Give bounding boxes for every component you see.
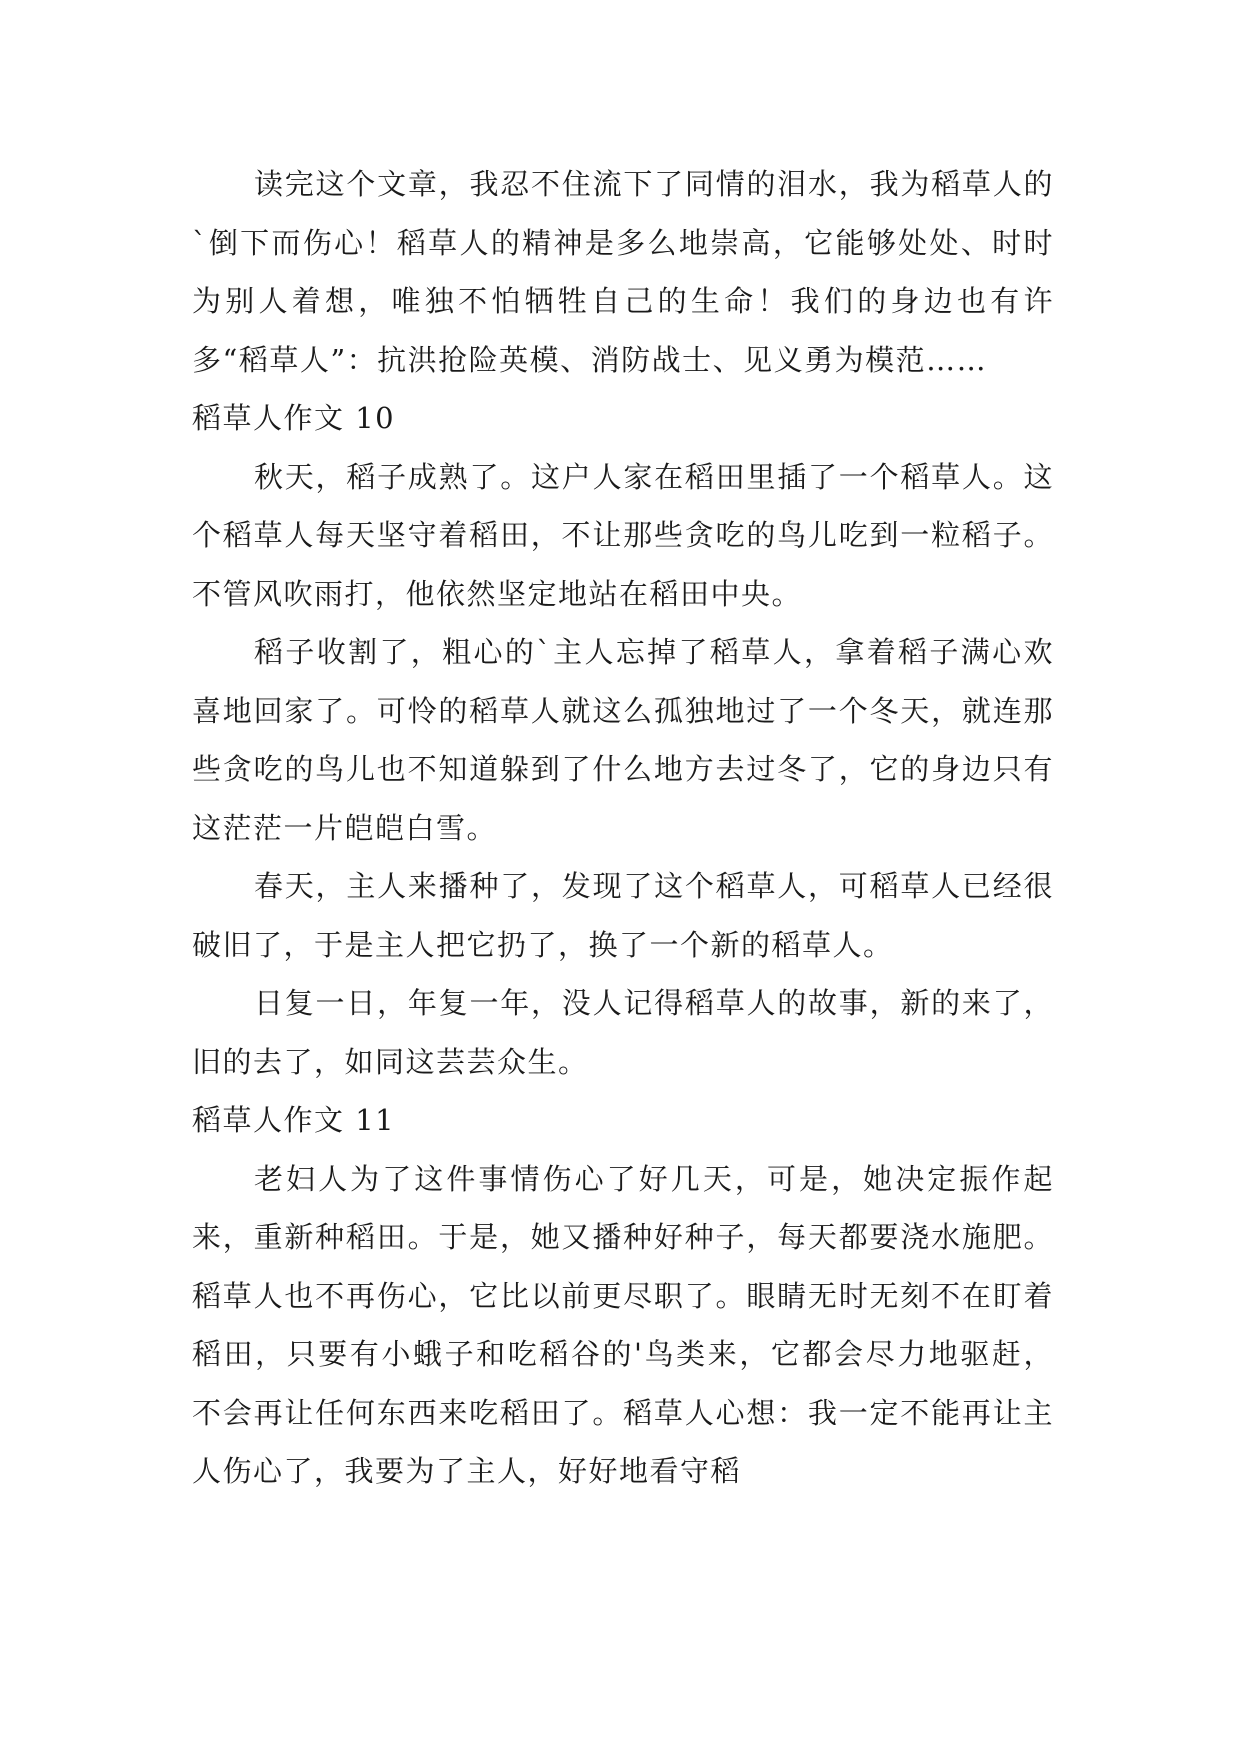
paragraph-reflection: 读完这个文章，我忍不住流下了同情的泪水，我为稻草人的`倒下而伤心！稻草人的精神是多么地崇高，它能够处处、时时为别人着想，唯独不怕牺牲自己的生命！我们的身边也有许多“稻草人”：抗洪抢险英模、消防战士、见义勇为模范…… — [192, 167, 1054, 377]
section-heading-10: 稻草人作文 10 — [192, 401, 396, 435]
paragraph-winter: 稻子收割了，粗心的`主人忘掉了稻草人，拿着稻子满心欢喜地回家了。可怜的稻草人就这么孤独地过了一个冬天，就连那些贪吃的鸟儿也不知道躲到了什么地方去过冬了，它的身边只有这茫茫一片皑皑白雪。 — [192, 635, 1054, 845]
paragraph-old-woman: 老妇人为了这件事情伤心了好几天，可是，她决定振作起来，重新种稻田。于是，她又播种好种子，每天都要浇水施肥。稻草人也不再伤心，它比以前更尽职了。眼睛无时无刻不在盯着稻田，只要有小蛾子和吃稻谷的'鸟类来，它都会尽力地驱赶，不会再让任何东西来吃稻田了。稻草人心想：我一定不能再让主人伤心了，我要为了主人，好好地看守稻 — [192, 1161, 1054, 1488]
paragraph-ending: 日复一日，年复一年，没人记得稻草人的故事，新的来了，旧的去了，如同这芸芸众生。 — [192, 986, 1054, 1079]
paragraph-autumn: 秋天，稻子成熟了。这户人家在稻田里插了一个稻草人。这个稻草人每天坚守着稻田，不让那些贪吃的鸟儿吃到一粒稻子。不管风吹雨打，他依然坚定地站在稻田中央。 — [192, 459, 1054, 611]
document-page — [192, 155, 1054, 1501]
section-heading-11: 稻草人作文 11 — [192, 1103, 396, 1137]
paragraph-spring: 春天，主人来播种了，发现了这个稻草人，可稻草人已经很破旧了，于是主人把它扔了，换了一个新的稻草人。 — [192, 869, 1054, 962]
